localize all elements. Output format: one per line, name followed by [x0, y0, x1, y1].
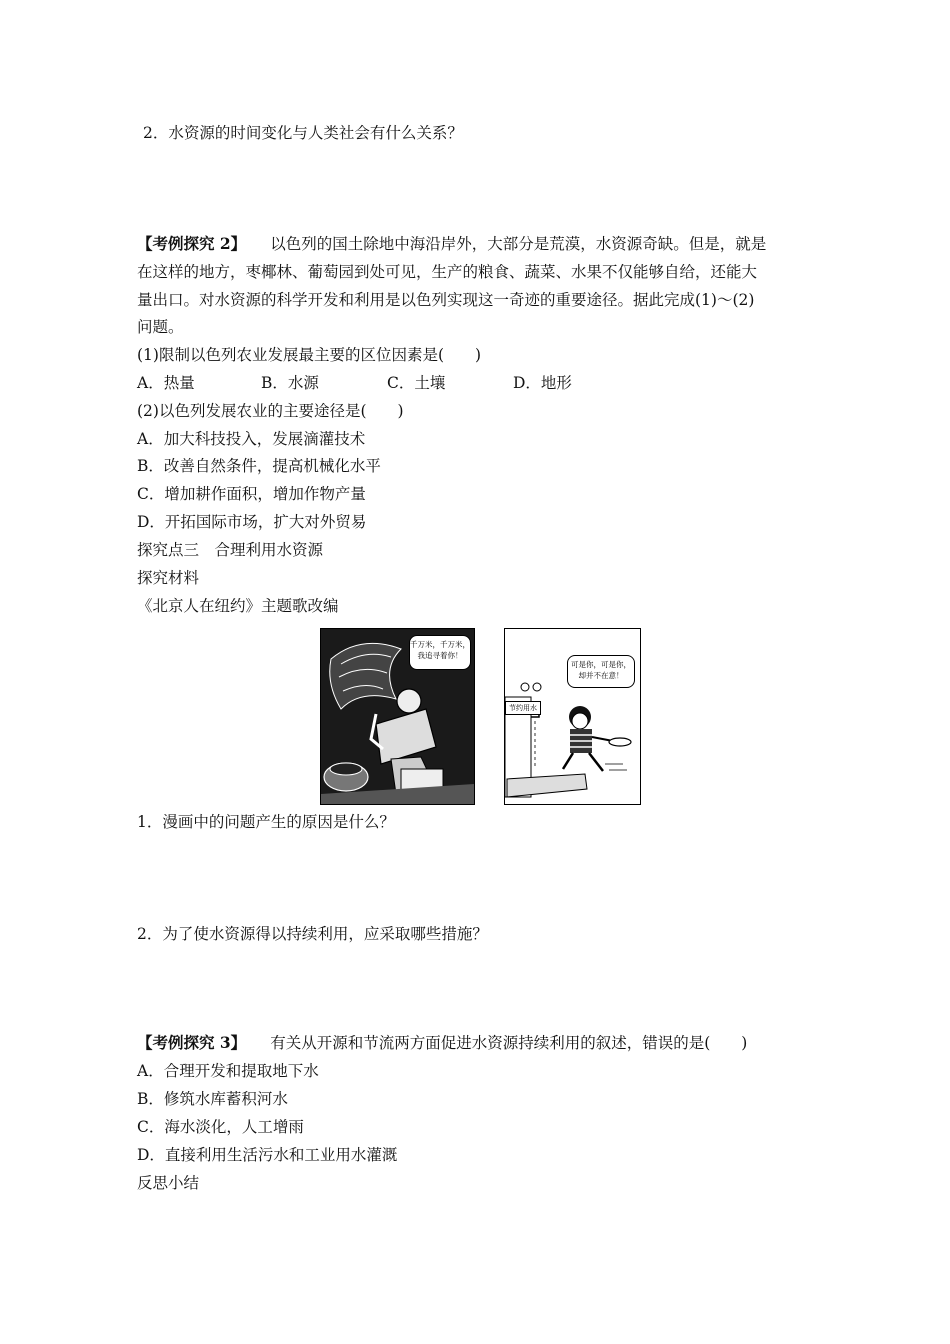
example-2-question-2-option-d: D．开拓国际市场，扩大对外贸易: [137, 513, 367, 531]
section-3-title: 探究点三 合理利用水资源: [137, 541, 324, 559]
example-3-stem: 有关从开源和节流两方面促进水资源持续利用的叙述，错误的是( ): [270, 1034, 748, 1052]
example-2-line-3: 量出口。对水资源的科学开发和利用是以色列实现这一奇迹的重要途径。据此完成(1)～(2): [137, 291, 755, 309]
example-3-option-c: C．海水淡化，人工增雨: [137, 1118, 304, 1136]
example-2-question-1: (1)限制以色列农业发展最主要的区位因素是( ): [137, 346, 482, 364]
question-comic-cause: 1．漫画中的问题产生的原因是什么？: [137, 813, 395, 831]
example-2-question-2-option-a: A．加大科技投入，发展滴灌技术: [137, 430, 366, 448]
example-2-line-2: 在这样的地方，枣椰林、葡萄园到处可见，生产的粮食、蔬菜、水果不仅能够自给，还能大: [137, 263, 758, 281]
example-2-question-1-options: [137, 372, 572, 394]
example-3-option-d: D．直接利用生活污水和工业用水灌溉: [137, 1146, 398, 1164]
example-2-line-4: 问题。: [137, 318, 184, 336]
question-sustainable-measures: 2．为了使水资源得以持续利用，应采取哪些措施？: [137, 925, 488, 943]
example-2-line-1: 以色列的国土除地中海沿岸外，大部分是荒漠，水资源奇缺。但是，就是: [270, 235, 767, 253]
comic-panel-left: [320, 628, 475, 805]
example-3-tag: 【考例探究 3】: [137, 1033, 247, 1052]
comic-left-bubble-line-2: 我追寻着你！: [417, 651, 463, 660]
example-2-question-2-option-b: B．改善自然条件，提高机械化水平: [137, 457, 381, 475]
material-label: 探究材料: [137, 569, 200, 587]
example-2-question-2-option-c: C．增加耕作面积，增加作物产量: [137, 485, 366, 503]
comic-right-bubble-line-1: 可是你，可是你，: [571, 660, 631, 669]
example-3-option-b: B．修筑水库蓄积河水: [137, 1090, 288, 1108]
example-2-tag: 【考例探究 2】: [137, 234, 247, 253]
comic-left-speech-bubble: [409, 635, 471, 670]
comic-right-bubble-line-2: 却并不在意！: [578, 671, 624, 680]
option-b: B．水源: [261, 374, 319, 392]
example-2-paragraph: [137, 233, 766, 255]
comic-right-speech-bubble: [567, 655, 635, 688]
option-a: A．热量: [137, 374, 195, 392]
option-c: C．土壤: [387, 374, 446, 392]
comic-panel-right: [504, 628, 641, 805]
option-d: D．地形: [513, 374, 572, 392]
example-3-paragraph: [137, 1032, 747, 1054]
summary-label: 反思小结: [137, 1174, 200, 1192]
comic-right-sign: 节约用水: [505, 701, 541, 715]
example-2-question-2: (2)以色列发展农业的主要途径是( ): [137, 402, 404, 420]
question-2-water-time-change: 2．水资源的时间变化与人类社会有什么关系？: [143, 124, 463, 142]
comic-left-bubble-line-1: 千万米，千万米，: [410, 640, 470, 649]
example-3-option-a: A．合理开发和提取地下水: [137, 1062, 319, 1080]
song-title: 《北京人在纽约》主题歌改编: [137, 597, 339, 615]
